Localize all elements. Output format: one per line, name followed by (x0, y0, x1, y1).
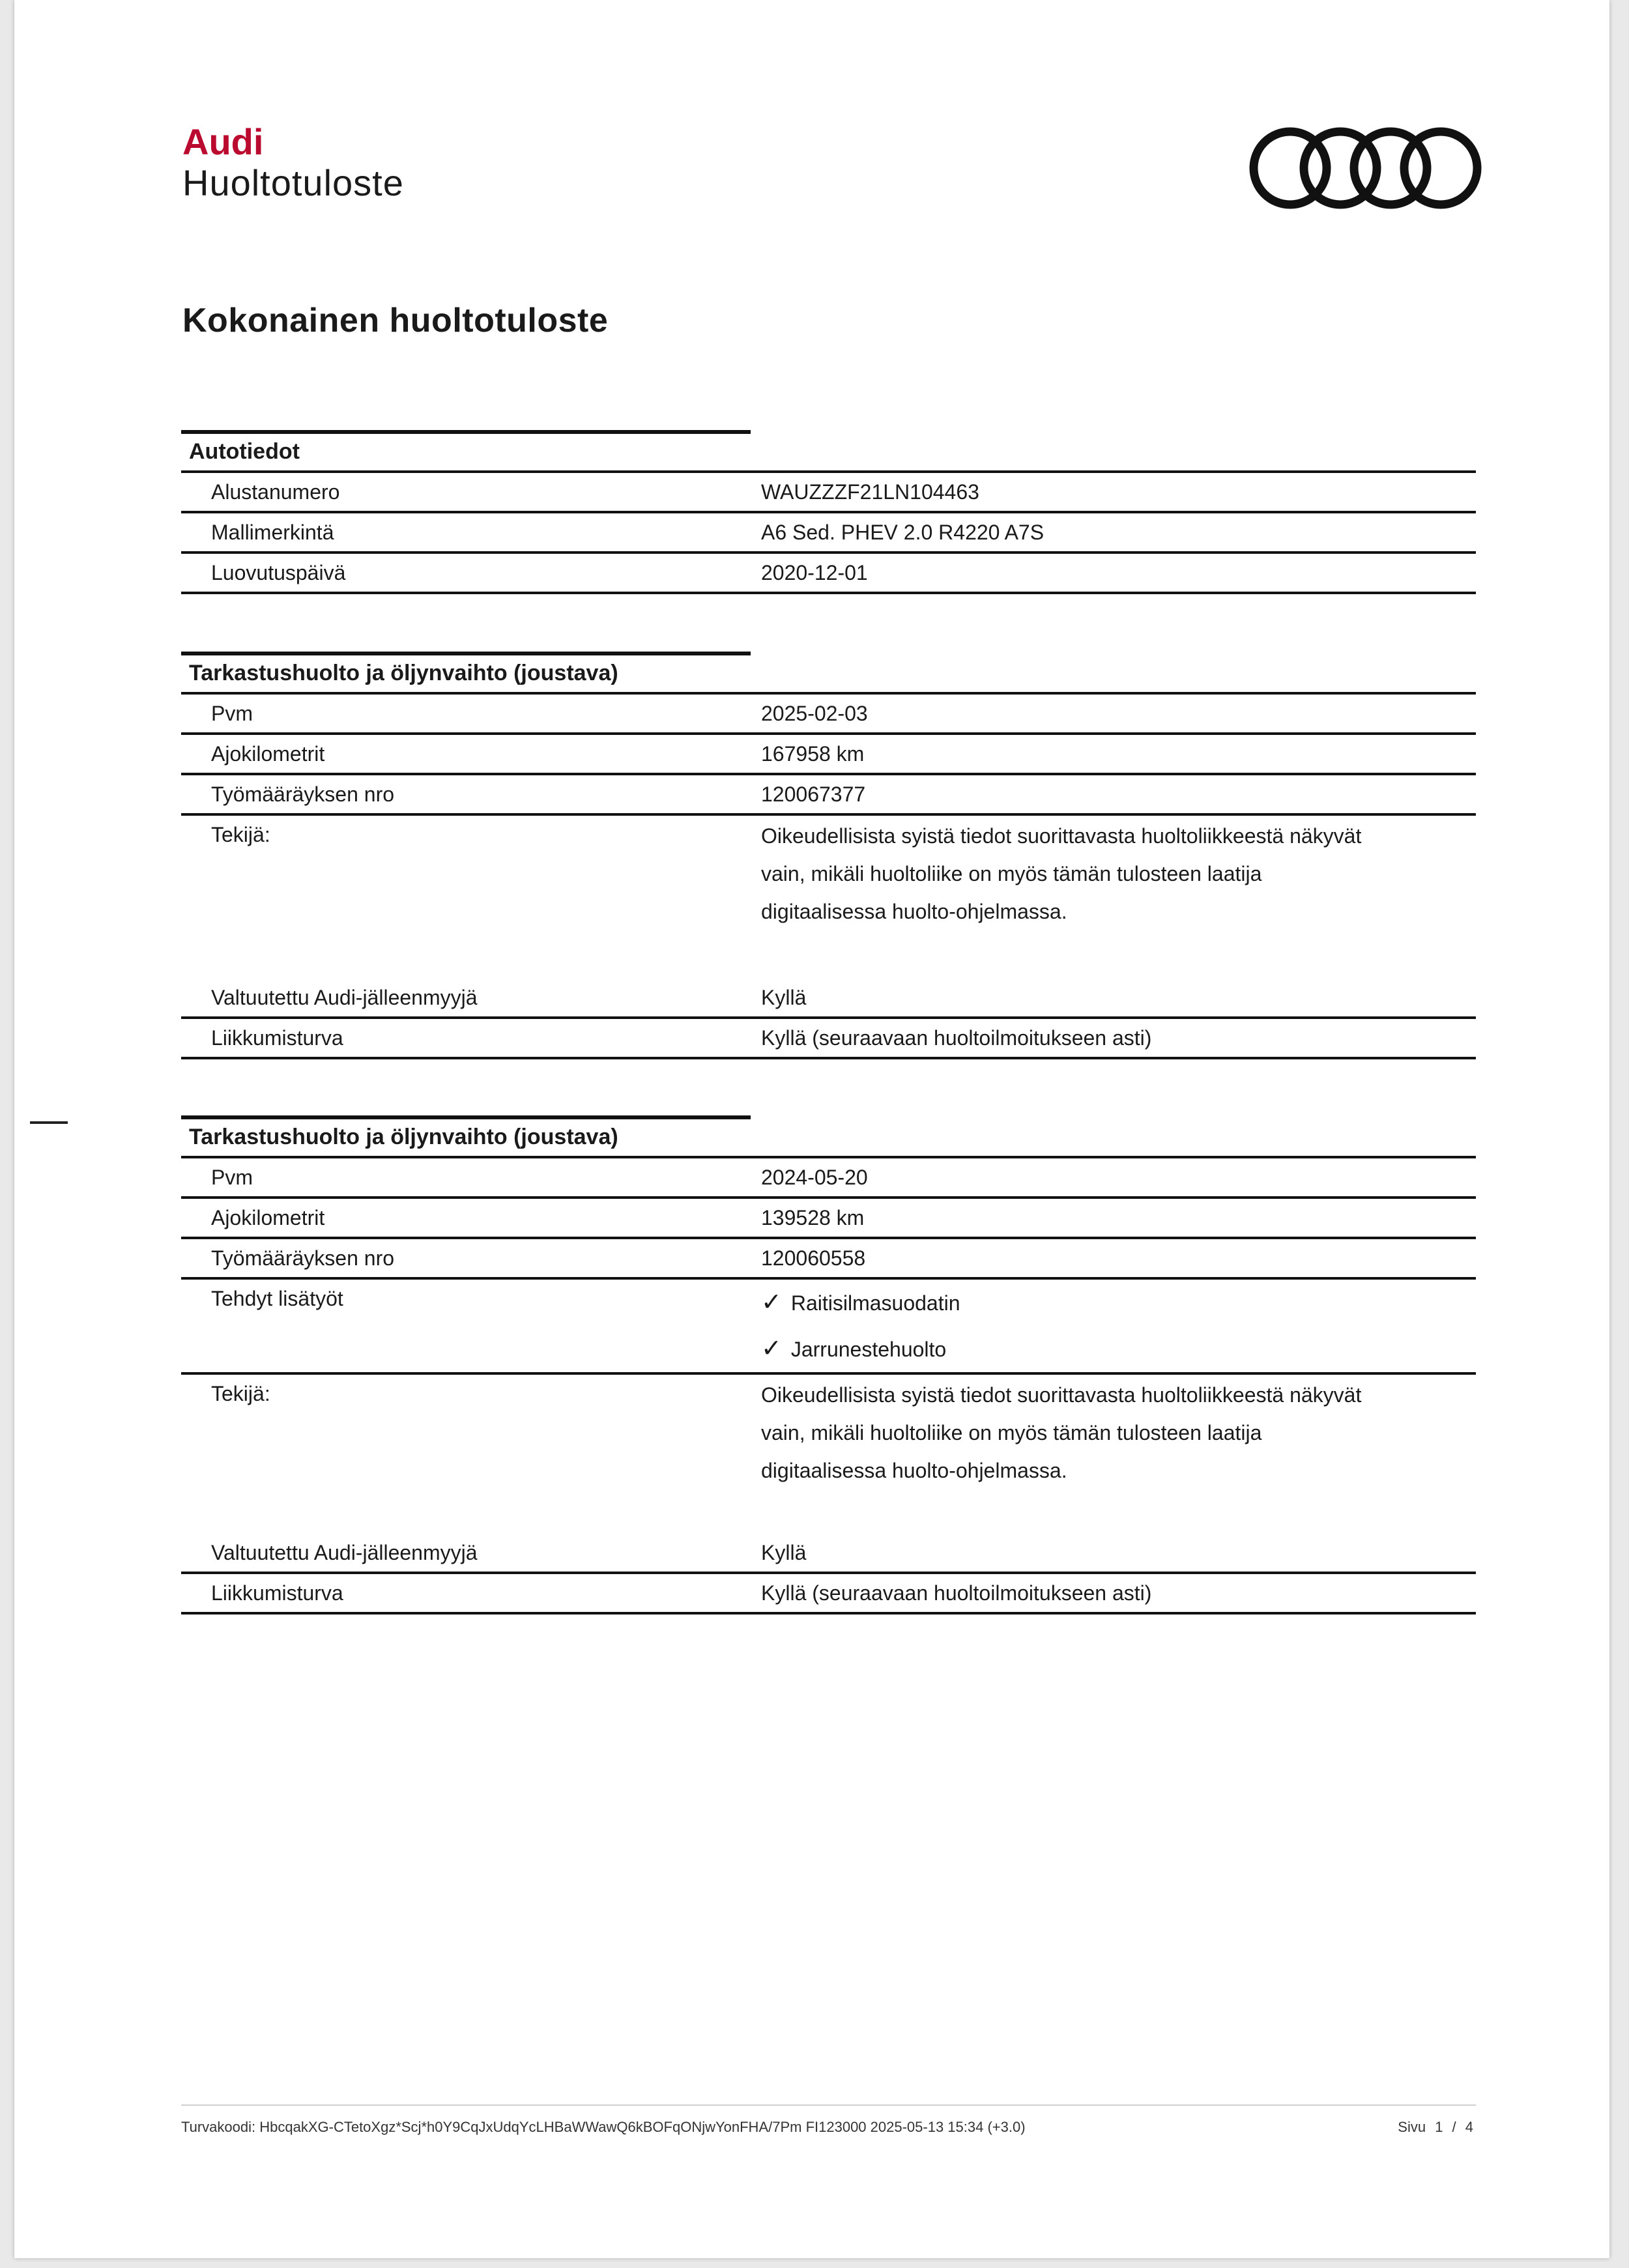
table-row (181, 773, 1476, 813)
table-row (181, 1534, 1476, 1572)
service-section-1 (181, 652, 1476, 1059)
brand-block (182, 122, 404, 205)
document-subtitle: Huoltotuloste (182, 162, 404, 203)
row-value: 2020-12-01 (761, 561, 868, 584)
row-label: Ajokilometrit (181, 735, 751, 773)
row-value: Kyllä (761, 986, 807, 1009)
table-row (181, 1572, 1476, 1615)
table-row (181, 551, 1476, 594)
car-info-section (181, 430, 1476, 594)
table-row (181, 470, 1476, 511)
row-value: 120060558 (761, 1246, 866, 1270)
service-section-2 (181, 1115, 1476, 1615)
page-footer (181, 2104, 1476, 2136)
row-label: Ajokilometrit (181, 1199, 751, 1237)
table-row (181, 1156, 1476, 1196)
table-row (181, 1016, 1476, 1059)
row-value: Kyllä (seuraavaan huoltoilmoitukseen asti) (761, 1026, 1152, 1050)
row-value: 2025-02-03 (761, 702, 868, 725)
row-label: Työmääräyksen nro (181, 1239, 751, 1277)
table-row (181, 1277, 1476, 1372)
row-value: A6 Sed. PHEV 2.0 R4220 A7S (761, 521, 1045, 544)
row-value: 139528 km (761, 1206, 865, 1229)
performer-note-line: Oikeudellisista syistä tiedot suorittavasta huoltoliikkeestä näkyvät (761, 824, 1362, 848)
performer-note-line: digitaalisessa huolto-ohjelmassa. (761, 1459, 1067, 1482)
row-value (751, 1375, 1476, 1534)
row-label: Tehdyt lisätyöt (181, 1280, 751, 1372)
document-title: Kokonainen huoltotuloste (182, 302, 609, 339)
checkmark-icon: ✓ (761, 1289, 782, 1316)
row-label: Luovutuspäivä (181, 554, 751, 592)
performer-note-line: vain, mikäli huoltoliike on myös tämän tulosteen laatija (761, 1421, 1262, 1444)
table-row (181, 511, 1476, 551)
row-label: Alustanumero (181, 473, 751, 511)
row-label: Tekijä: (181, 1375, 751, 1534)
brand-name: Audi (182, 121, 264, 162)
audi-four-rings-icon (1246, 122, 1487, 214)
row-value: Kyllä (seuraavaan huoltoilmoitukseen asti) (761, 1581, 1152, 1605)
row-value: WAUZZZF21LN104463 (761, 480, 979, 504)
row-label: Tekijä: (181, 816, 751, 979)
security-code: Turvakoodi: HbcqakXG-CTetoXgz*Scj*h0Y9CqJxUdqYcLHBaWWawQ6kBOFqONjwYonFHA/7Pm FI123000 2025-05-13 15:34 (+3.0) (181, 2119, 1026, 2135)
checkmark-icon: ✓ (761, 1335, 782, 1362)
list-item: ✓ Raitisilmasuodatin (761, 1289, 960, 1316)
section-heading: Autotiedot (181, 430, 751, 470)
performer-note-line: vain, mikäli huoltoliike on myös tämän tulosteen laatija (761, 862, 1262, 885)
table-row (181, 1372, 1476, 1534)
extra-work-list (751, 1280, 1476, 1372)
row-label: Työmääräyksen nro (181, 775, 751, 813)
row-value: 167958 km (761, 742, 865, 766)
performer-note-line: digitaalisessa huolto-ohjelmassa. (761, 900, 1067, 923)
row-label: Pvm (181, 1158, 751, 1196)
page-number: Sivu 1 / 4 (1398, 2119, 1473, 2135)
row-value: 120067377 (761, 782, 866, 806)
row-value: 2024-05-20 (761, 1166, 868, 1189)
performer-note-line: Oikeudellisista syistä tiedot suorittavasta huoltoliikkeestä näkyvät (761, 1383, 1362, 1407)
row-label: Mallimerkintä (181, 513, 751, 551)
table-row (181, 1237, 1476, 1277)
row-label: Valtuutettu Audi-jälleenmyyjä (181, 1534, 751, 1572)
section-heading: Tarkastushuolto ja öljynvaihto (joustava) (181, 1115, 751, 1156)
table-row (181, 979, 1476, 1016)
row-value (751, 816, 1476, 979)
row-label: Liikkumisturva (181, 1019, 751, 1057)
table-row (181, 813, 1476, 979)
row-label: Pvm (181, 695, 751, 732)
margin-mark (30, 1121, 68, 1124)
document-page (14, 0, 1609, 2258)
list-item: ✓ Jarrunestehuolto (761, 1335, 947, 1362)
section-heading: Tarkastushuolto ja öljynvaihto (joustava) (181, 652, 751, 692)
table-row (181, 1196, 1476, 1237)
table-row (181, 692, 1476, 732)
row-label: Valtuutettu Audi-jälleenmyyjä (181, 979, 751, 1016)
row-value: Kyllä (761, 1541, 807, 1564)
table-row (181, 732, 1476, 773)
row-label: Liikkumisturva (181, 1574, 751, 1612)
